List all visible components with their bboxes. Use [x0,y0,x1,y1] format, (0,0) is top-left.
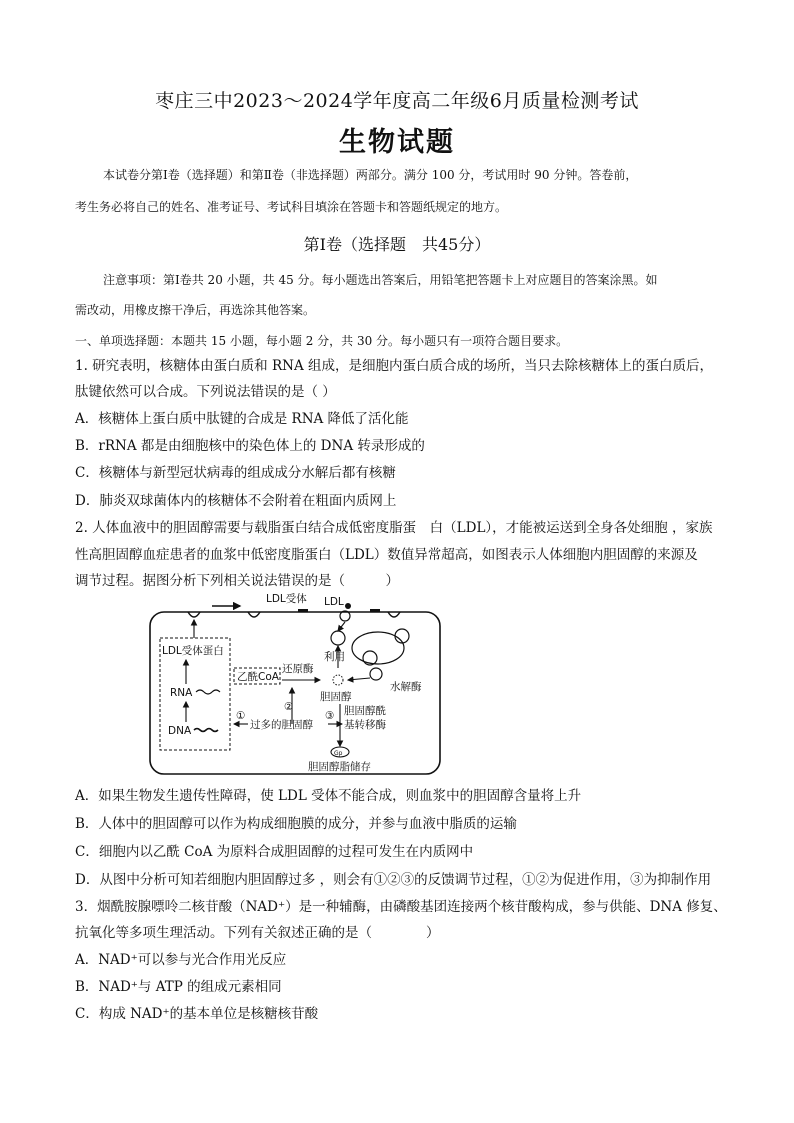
ldl-receptor-protein-label: LDL受体蛋白 [162,645,224,657]
q2-option-d: D．从图中分析可知若细胞内胆固醇过多 ，则会有①②③的反馈调节过程，①②为促进作用，③为抑制作用 [75,872,712,888]
part-title: 一、单项选择题：本题共 15 小题，每小题 2 分，共 30 分。每小题只有一项符合题目要求。 [75,334,569,348]
cholesterol-regulation-diagram [148,588,443,776]
reductase-label: 还原酶 [282,663,314,675]
hydrolase-label: 水解酶 [390,681,422,693]
acyltransferase-label-2: 基转移酶 [344,719,386,731]
arrow-hydrolysis [348,678,370,680]
q3-option-b: B．NAD⁺与 ATP 的组成元素相同 [75,979,282,995]
acetyl-coa-label: 乙酰CoA [237,671,279,683]
feedback-mark-2: ② [284,701,294,713]
q2-stem-line-1: 2. 人体血液中的胆固醇需要与载脂蛋白结合成低密度脂蛋 白（LDL），才能被运送到全身各处细胞 ，家族 [75,520,713,536]
diagram-svg [148,588,443,776]
q1-option-a: A．核糖体上蛋白质中肽键的合成是 RNA 降低了活化能 [75,411,409,427]
intro-line-1: 本试卷分第Ⅰ卷（选择题）和第Ⅱ卷（非选择题）两部分。满分 100 分，考试用时 90 分钟。答卷前， [103,168,638,182]
endosome-cycle [352,632,404,664]
notice-line-2: 需改动，用橡皮擦干净后，再选涂其他答案。 [75,303,316,317]
q3-stem-line-1: 3．烟酰胺腺嘌呤二核苷酸（NAD⁺）是一种辅酶，由磷酸基团连接两个核苷酸构成，参与供能、DNA 修复、 [75,899,727,915]
acyltransferase-label-1: 胆固醇酰 [344,705,386,717]
storage-label: 胆固醇脂储存 [308,761,371,773]
q3-stem-line-2: 抗氧化等多项生理活动。下列有关叙述正确的是（ ） [75,925,440,941]
ldl-receptor-label: LDL受体 [266,593,307,605]
q3-option-c: C．构成 NAD⁺的基本单位是核糖核苷酸 [75,1006,319,1022]
cholesterol-icon [333,675,343,685]
q2-option-c: C．细胞内以乙酰 CoA 为原料合成胆固醇的过程可发生在内质网中 [75,844,474,860]
arrow-into-vesicle [338,622,345,631]
receptor-mark-1 [298,609,308,612]
dna-strand-icon [194,729,218,732]
cholesterol-label: 胆固醇 [320,691,352,703]
receptor-mark-2 [370,609,380,612]
q1-option-b: B．rRNA 都是由细胞核中的染色体上的 DNA 转录形成的 [75,438,425,454]
q2-stem-line-2: 性高胆固醇血症患者的血浆中低密度脂蛋白（LDL）数值异常超高，如图表示人体细胞内胆固醇的来源及 [75,547,698,563]
subject-title: 生物试题 [339,127,455,158]
excess-cholesterol-label: 过多的胆固醇 [250,719,313,731]
vesicle-1 [331,631,345,645]
ldl-label: LDL [324,596,344,608]
rna-label: RNA [170,687,193,699]
q1-option-c: C．核糖体与新型冠状病毒的组成成分水解后都有核糖 [75,465,396,481]
lysosome [370,668,382,680]
exam-title: 枣庄三中2023～2024学年度高二年级6月质量检测考试 [155,90,639,112]
intro-line-2: 考生务必将自己的姓名、准考证号、考试科目填涂在答题卡和答题纸规定的地方。 [75,200,508,214]
rna-strand-icon [196,690,220,694]
q3-option-a: A．NAD⁺可以参与光合作用光反应 [75,952,287,968]
q2-option-b: B．人体中的胆固醇可以作为构成细胞膜的成分，并参与血液中脂质的运输 [75,816,517,832]
q1-stem-line-2: 肽键依然可以合成。下列说法错误的是（ ） [75,384,336,400]
ldl-particle [345,603,351,609]
q2-stem-line-3: 调节过程。据图分析下列相关说法错误的是（ ） [75,573,399,589]
use-label: 利用 [324,651,345,663]
q1-stem-line-1: 1. 研究表明，核糖体由蛋白质和 RNA 组成，是细胞内蛋白质合成的场所，当只去除核糖体上的蛋白质后， [75,358,713,374]
section-title: 第Ⅰ卷（选择题 共45分） [303,235,491,254]
dna-label: DNA [168,725,192,737]
feedback-mark-3: ③ [325,710,335,722]
notice-line-1: 注意事项：第Ⅰ卷共 20 小题，共 45 分。每小题选出答案后，用铅笔把答题卡上对应题目的答案涂黑。如 [103,273,658,287]
q1-option-d: D．肺炎双球菌体内的核糖体不会附着在粗面内质网上 [75,493,397,509]
feedback-mark-1: ① [236,710,246,722]
q2-option-a: A．如果生物发生遗传性障碍，使 LDL 受体不能合成，则血浆中的胆固醇含量将上升 [75,788,582,804]
storage-icon-label: Gp [334,750,343,757]
